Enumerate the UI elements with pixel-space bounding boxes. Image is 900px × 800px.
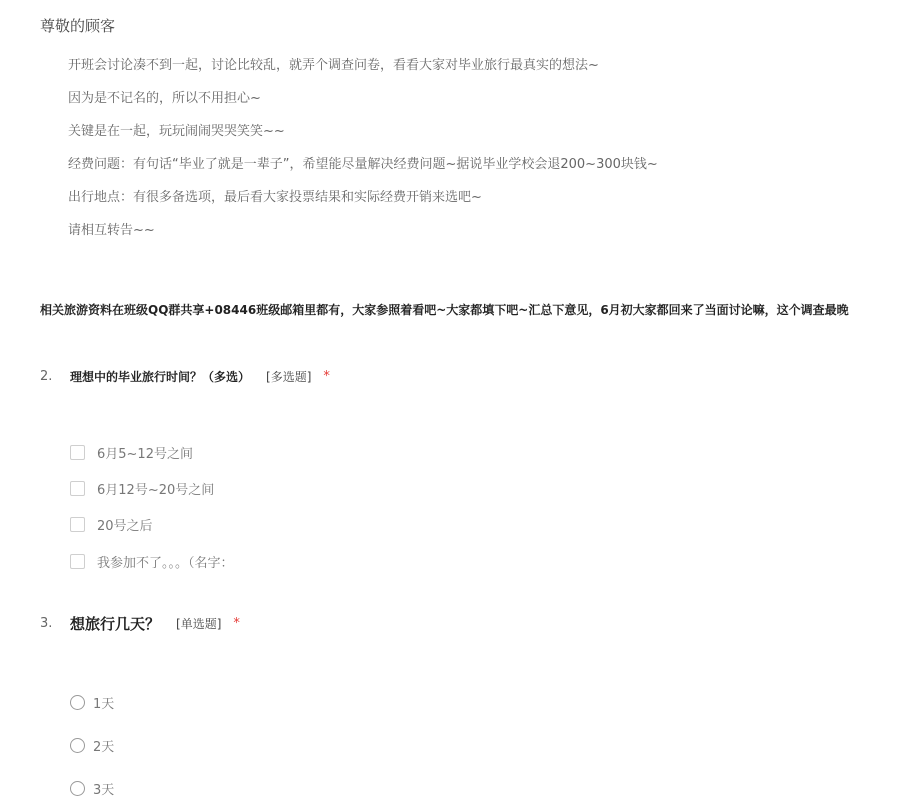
radio-button[interactable] (70, 781, 85, 796)
option-label: 6月5~12号之间 (97, 446, 193, 462)
survey-notice: 相关旅游资料在班级QQ群共享+08446班级邮箱里都有，大家参照着看吧~大家都填下吧~汇总下意见，6月初大家都回来了当面讨论嘛，这个调查最晚 (40, 303, 849, 317)
intro-line: 请相互转告~~ (68, 223, 155, 238)
checkbox[interactable] (70, 517, 85, 532)
option-3-days[interactable] (70, 767, 900, 800)
intro-line: 开班会讨论凑不到一起，讨论比较乱，就弄个调查问卷，看看大家对毕业旅行最真实的想法~ (68, 58, 599, 73)
question-header (40, 611, 900, 635)
option-june-12-20[interactable] (70, 470, 900, 507)
question-trip-days (40, 611, 900, 800)
option-june-5-12[interactable] (70, 434, 900, 470)
question-title: 想旅行几天？ (70, 614, 161, 633)
question-number: 2. (40, 368, 53, 384)
option-1-day[interactable] (70, 681, 900, 724)
option-list (70, 681, 900, 800)
question-title: 理想中的毕业旅行时间？（多选） (70, 369, 251, 384)
intro-line: 出行地点：有很多备选项，最后看大家投票结果和实际经费开销来选吧~ (68, 190, 482, 205)
option-cannot-attend[interactable] (70, 543, 900, 580)
option-label: 3天 (93, 783, 115, 798)
survey-intro (68, 55, 900, 253)
required-mark: * (233, 615, 240, 631)
question-number: 3. (40, 615, 53, 631)
option-label: 20号之后 (97, 519, 153, 535)
radio-button[interactable] (70, 695, 85, 710)
intro-line: 因为是不记名的，所以不用担心~ (68, 91, 261, 106)
survey-greeting: 尊敬的顾客 (40, 17, 116, 35)
checkbox[interactable] (70, 481, 85, 496)
checkbox[interactable] (70, 554, 85, 569)
option-list (70, 434, 900, 580)
required-mark: * (323, 368, 330, 384)
checkbox[interactable] (70, 445, 85, 460)
intro-line: 经费问题：有句话“毕业了就是一辈子”，希望能尽量解决经费问题~据说毕业学校会退200~300块钱~ (68, 157, 658, 172)
question-type: [单选题] (176, 616, 222, 631)
option-after-20[interactable] (70, 507, 900, 544)
intro-line: 关键是在一起，玩玩闹闹哭哭笑笑~~ (68, 124, 285, 139)
option-label: 我参加不了。。。（名字： (97, 555, 234, 571)
question-header (40, 364, 900, 388)
question-travel-time (40, 364, 900, 580)
option-label: 6月12号~20号之间 (97, 482, 215, 498)
question-type: [多选题] (266, 369, 312, 384)
option-label: 2天 (93, 740, 115, 755)
radio-button[interactable] (70, 738, 85, 753)
option-2-days[interactable] (70, 724, 900, 767)
option-label: 1天 (93, 697, 115, 712)
